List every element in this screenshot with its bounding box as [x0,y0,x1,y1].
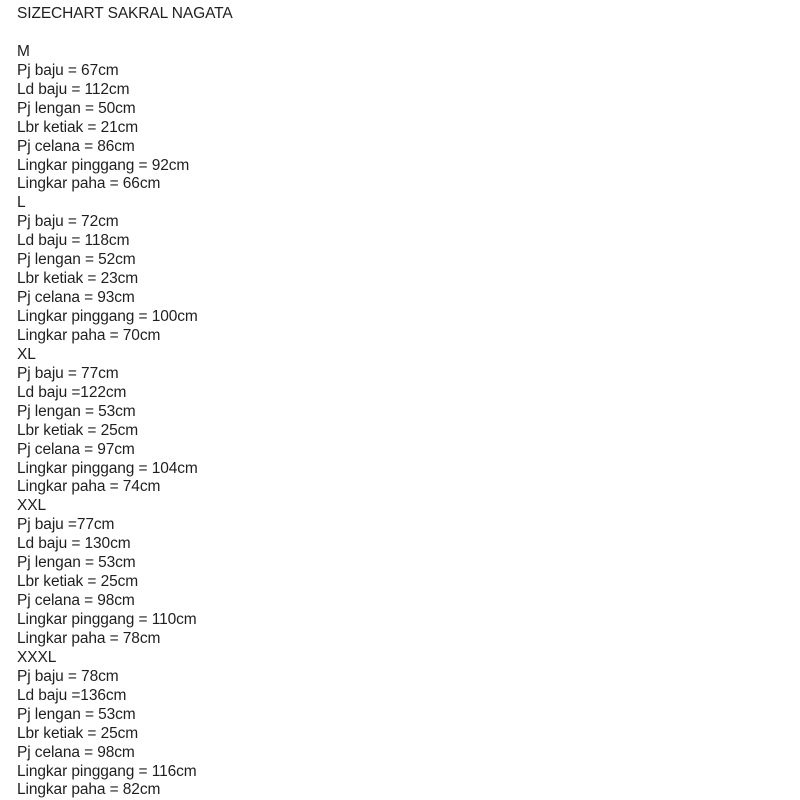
measurement-line: Lingkar paha = 78cm [17,629,161,647]
size-chart-document [17,5,787,800]
measurement-line: Lingkar paha = 74cm [17,478,161,496]
measurement-line: Lbr ketiak = 23cm [17,270,139,288]
measurement-line: Pj baju =77cm [17,516,115,534]
measurement-line: Pj celana = 98cm [17,743,135,761]
measurement-line: Pj baju = 72cm [17,213,119,231]
measurement-line: Pj lengan = 53cm [17,402,136,420]
measurement-line: Lingkar pinggang = 104cm [17,459,198,477]
size-block-xxl [17,497,787,649]
measurement-line: Ld baju =136cm [17,686,127,704]
measurement-line: Lingkar pinggang = 100cm [17,308,198,325]
measurement-line: Lingkar pinggang = 116cm [17,762,197,780]
size-label: XXL [17,497,46,515]
size-label: XL [17,345,36,363]
measurement-line: Pj baju = 77cm [17,364,119,382]
measurement-line: Lingkar paha = 66cm [17,175,161,193]
measurement-line: Lbr ketiak = 25cm [17,421,139,439]
size-block-xxxl [17,649,787,800]
measurement-line: Lbr ketiak = 25cm [17,573,139,591]
measurement-line: Pj celana = 86cm [17,137,135,155]
measurement-line: Ld baju = 130cm [17,535,131,553]
size-block-xl [17,346,787,498]
measurement-line: Pj baju = 78cm [17,667,119,685]
measurement-line: Pj lengan = 52cm [17,251,136,269]
size-block-l [17,194,787,346]
measurement-line: Ld baju = 118cm [17,232,130,250]
measurement-line: Lingkar pinggang = 110cm [17,611,197,628]
measurement-line: Pj lengan = 53cm [17,705,136,723]
measurement-line: Pj celana = 97cm [17,440,135,458]
measurement-line: Lingkar paha = 70cm [17,326,161,344]
measurement-line: Lingkar paha = 82cm [17,781,161,799]
size-label: L [17,194,26,212]
measurement-line: Ld baju =122cm [17,383,127,401]
size-block-m [17,43,787,195]
measurement-line: Ld baju = 112cm [17,80,130,98]
measurement-line: Pj celana = 93cm [17,289,135,307]
measurement-line: Pj baju = 67cm [17,61,119,79]
document-title: SIZECHART SAKRAL NAGATA [17,5,233,22]
measurement-line: Lbr ketiak = 21cm [17,118,139,136]
measurement-line: Lbr ketiak = 25cm [17,724,139,742]
size-label: M [17,42,30,60]
measurement-line: Lingkar pinggang = 92cm [17,156,190,174]
measurement-line: Pj lengan = 53cm [17,554,136,572]
measurement-line: Pj celana = 98cm [17,592,135,610]
measurement-line: Pj lengan = 50cm [17,99,136,117]
size-label: XXXL [17,648,57,666]
